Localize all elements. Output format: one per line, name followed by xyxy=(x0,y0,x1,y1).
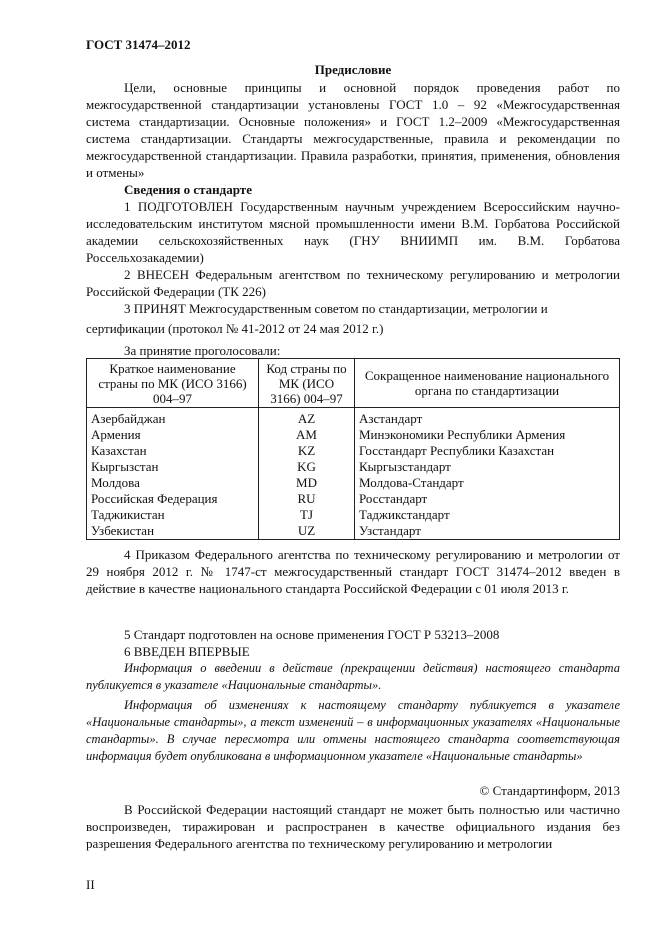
cell-code: KG xyxy=(259,459,355,475)
preface-intro: Цели, основные принципы и основной порядок проведения работ по межгосударственной стандартизации установлены ГОСТ 1.0 – 92 «Межгосударственная система стандартизации. Основные положения» и ГОСТ 1.2–2009 «Межгосударственная система стандартизации. Стандарты межгосударственные, правила и рекомендации по межгосударственной стандартизации. Правила разработки, принятия, применения, обновления и отмены» xyxy=(86,80,620,180)
standard-info-title: Сведения о стандарте xyxy=(124,182,252,197)
info-item-1: 1 ПОДГОТОВЛЕН Государственным научным учреждением Всероссийским научно-исследовательским институтом мясной промышленности имени В.М. Горбатова Российской академии сельскохозяйственных наук (ГНУ ВНИИМП им. В.М. Горбатова Россельхозакадемии) xyxy=(86,199,620,265)
cell-body: Азстандарт xyxy=(355,408,620,428)
info-item-5: 5 Стандарт подготовлен на основе применения ГОСТ Р 53213–2008 xyxy=(124,627,500,642)
cell-country: Армения xyxy=(87,427,259,443)
cell-body: Таджикстандарт xyxy=(355,507,620,523)
table-row xyxy=(87,408,620,428)
cell-country: Кыргызстан xyxy=(87,459,259,475)
info-item-3-line1: 3 ПРИНЯТ Межгосударственным советом по стандартизации, метрологии и xyxy=(124,301,548,316)
cell-code: TJ xyxy=(259,507,355,523)
document-code: ГОСТ 31474–2012 xyxy=(86,37,191,52)
header-country: Краткое наименование страны по МК (ИСО 3166) 004–97 xyxy=(87,359,259,408)
table-row xyxy=(87,459,620,475)
cell-country: Азербайджан xyxy=(87,408,259,428)
info-enactment-note: Информация о введении в действие (прекращении действия) настоящего стандарта публикуется в указателе «Национальные стандарты». xyxy=(86,661,620,692)
table-row xyxy=(87,507,620,523)
cell-country: Таджикистан xyxy=(87,507,259,523)
cell-body: Росстандарт xyxy=(355,491,620,507)
table-row xyxy=(87,523,620,540)
info-changes-note: Информация об изменениях к настоящему стандарту публикуется в указателе «Национальные стандарты», а текст изменений – в информационных указателях «Национальные стандарты». В случае пересмотра или отмены настоящего стандарта соответствующая информация будет опубликована в информационном указателе «Национальные стандарты» xyxy=(86,698,620,763)
page-number: II xyxy=(86,877,95,892)
header-code: Код страны по МК (ИСО 3166) 004–97 xyxy=(259,359,355,408)
cell-country: Казахстан xyxy=(87,443,259,459)
cell-country: Молдова xyxy=(87,475,259,491)
info-item-2: 2 ВНЕСЕН Федеральным агентством по техническому регулированию и метрологии Российской Федерации (ТК 226) xyxy=(86,267,620,299)
info-item-3-line2: сертификации (протокол № 41-2012 от 24 мая 2012 г.) xyxy=(86,321,384,336)
cell-body: Кыргызстандарт xyxy=(355,459,620,475)
cell-code: AM xyxy=(259,427,355,443)
preface-title: Предисловие xyxy=(314,62,392,77)
table-row xyxy=(87,491,620,507)
cell-body: Минэкономики Республики Армения xyxy=(355,427,620,443)
legal-notice: В Российской Федерации настоящий стандарт не может быть полностью или частично воспроизведен, тиражирован и распространен в качестве официального издания без разрешения Федерального агентства по техническому регулированию и метрологии xyxy=(86,802,620,851)
cell-code: AZ xyxy=(259,408,355,428)
cell-code: MD xyxy=(259,475,355,491)
cell-code: UZ xyxy=(259,523,355,540)
table-row xyxy=(87,427,620,443)
info-item-6: 6 ВВЕДЕН ВПЕРВЫЕ xyxy=(124,644,250,659)
cell-code: KZ xyxy=(259,443,355,459)
cell-country: Российская Федерация xyxy=(87,491,259,507)
votes-caption: За принятие проголосовали: xyxy=(124,343,281,358)
table-row xyxy=(87,475,620,491)
cell-body: Узстандарт xyxy=(355,523,620,540)
cell-body: Госстандарт Республики Казахстан xyxy=(355,443,620,459)
cell-code: RU xyxy=(259,491,355,507)
table-header-row xyxy=(87,359,620,408)
header-body: Сокращенное наименование национального органа по стандартизации xyxy=(355,359,620,408)
cell-body: Молдова-Стандарт xyxy=(355,475,620,491)
copyright: © Стандартинформ, 2013 xyxy=(479,783,620,798)
table-row xyxy=(87,443,620,459)
info-item-4: 4 Приказом Федерального агентства по техническому регулированию и метрологии от 29 ноября 2012 г. № 1747-ст межгосударственный стандарт ГОСТ 31474–2012 введен в действие в качестве национального стандарта Российской Федерации с 01 июля 2013 г. xyxy=(86,547,620,596)
votes-table xyxy=(86,358,620,540)
cell-country: Узбекистан xyxy=(87,523,259,540)
